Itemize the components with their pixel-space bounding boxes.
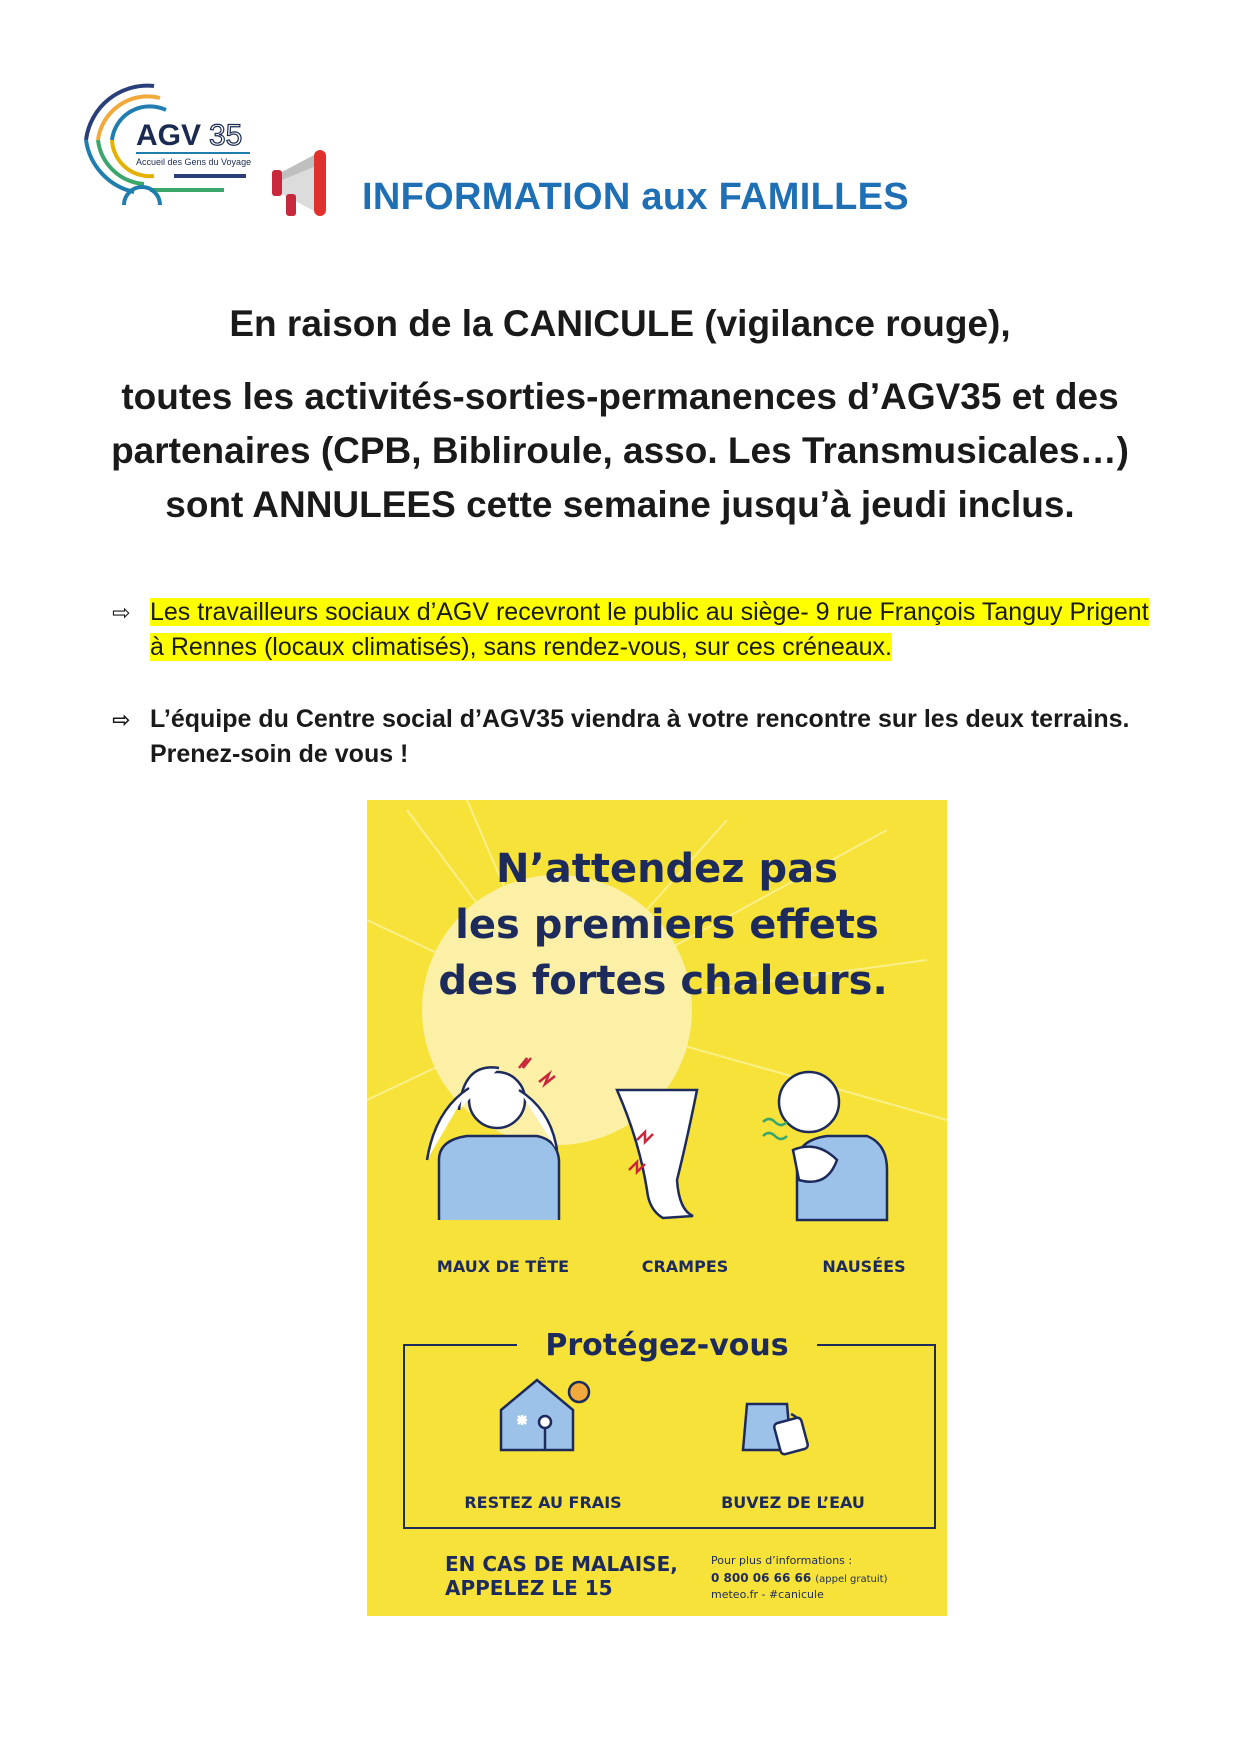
poster-title-3: des fortes chaleurs.	[438, 958, 888, 1004]
symptom-cramps-label: CRAMPES	[641, 1257, 729, 1276]
logo-number: 35	[209, 119, 243, 152]
svg-text:AGV	[136, 119, 201, 152]
poster-title-2: les premiers effets	[455, 902, 879, 948]
stay-cool-label: RESTEZ AU FRAIS	[464, 1493, 622, 1512]
emergency-line-2: APPELEZ LE 15	[445, 1576, 613, 1600]
bullet-item	[112, 595, 1162, 665]
info-phone-note: (appel gratuit)	[815, 1574, 888, 1585]
svg-text:Accueil des Gens du Voyage	[136, 157, 251, 167]
bullet-text: Les travailleurs sociaux d’AGV recevront le public au siège- 9 rue François Tanguy Prigent à Rennes (locaux climatisés), sans rendez-vous, sur ces créneaux.	[150, 598, 1149, 661]
svg-text:35	[209, 119, 242, 152]
headline	[70, 300, 1170, 532]
svg-text:0 800 06 66 66(appel gratuit)	[711, 1571, 888, 1585]
heatwave-poster	[367, 800, 947, 1616]
logo-tagline: Accueil des Gens du Voyage	[136, 157, 252, 167]
headline-line-2: toutes les activités-sorties-permanences d’AGV35 et des	[121, 376, 1119, 417]
agv35-logo	[74, 80, 264, 215]
symptom-headache-label: MAUX DE TÊTE	[436, 1257, 570, 1276]
arrow-right-icon: ⇨	[112, 707, 131, 732]
poster-title-1: N’attendez pas	[496, 846, 838, 892]
info-line-3: meteo.fr - #canicule	[711, 1588, 824, 1601]
info-line-1: Pour plus d’informations :	[711, 1554, 853, 1567]
protect-title: Protégez-vous	[545, 1328, 789, 1363]
megaphone-icon	[270, 148, 350, 220]
page-title: INFORMATION aux FAMILLES	[362, 176, 909, 218]
bullet-item	[112, 702, 1162, 772]
emergency-line-1: EN CAS DE MALAISE,	[445, 1552, 678, 1576]
info-phone: 0 800 06 66 66	[711, 1571, 812, 1585]
symptom-nausea-label: NAUSÉES	[822, 1257, 906, 1276]
drink-water-label: BUVEZ DE L’EAU	[721, 1493, 865, 1512]
headline-line-1: En raison de la CANICULE (vigilance rouge),	[229, 303, 1011, 344]
headline-line-4: sont ANNULEES cette semaine jusqu’à jeudi inclus.	[165, 484, 1075, 525]
logo-text: AGV	[136, 119, 202, 152]
headline-line-3: partenaires (CPB, Bibliroule, asso. Les Transmusicales…)	[111, 430, 1129, 471]
bullet-text: L’équipe du Centre social d’AGV35 viendra à votre rencontre sur les deux terrains. Prenez-soin de vous !	[150, 705, 1130, 768]
arrow-right-icon: ⇨	[112, 600, 131, 625]
